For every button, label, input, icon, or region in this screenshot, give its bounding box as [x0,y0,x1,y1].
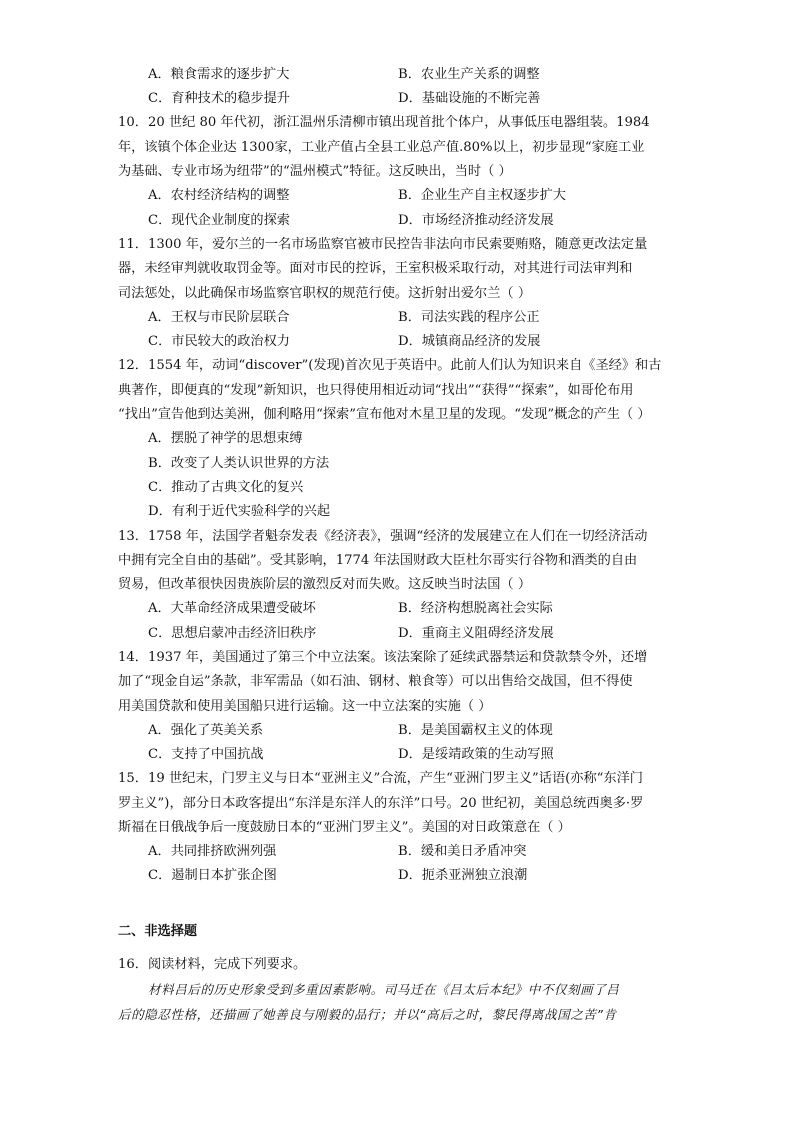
q12-stem-line: 12．1554 年，动词“discover”(发现)首次见于英语中。此前人们认为知识来自《圣经》和古 [118,358,662,373]
q13-option-c: C．思想启蒙冲击经济旧秩序 [148,626,317,641]
q13-option-b: B．经济构想脱离社会实际 [398,601,553,616]
q11-option-c: C．市民较大的政治权力 [148,334,290,349]
q11-option-d: D．城镇商品经济的发展 [398,334,541,349]
q14-stem-line: 14．1937 年，美国通过了第三个中立法案。该法案除了延续武器禁运和贷款禁令外，还增 [118,650,648,665]
q11-stem-line: 11．1300 年，爱尔兰的一名市场监察官被市民控告非法向市民索要贿赂，随意更改法定量 [118,237,648,252]
q10-stem-line: 年，该镇个体企业达 1300家，工业产值占全县工业总产值.80%以上，初步显现“家庭工业 [118,140,645,155]
q15-stem-line: 罗主义”)，部分日本政客提出“东洋是东洋人的东洋”口号。20 世纪初，美国总统西奥多·罗 [118,796,644,811]
q14-stem-line: 用美国贷款和使用美国船只进行运输。这一中立法案的实施（ ） [118,699,492,714]
q15-option-c: C．遏制日本扩张企图 [148,868,277,883]
q10-option-d: D．市场经济推动经济发展 [398,213,554,228]
q10-stem-line: 为基础、专业市场为纽带”的“温州模式”特征。这反映出，当时（ ） [118,164,512,179]
q10-option-b: B．企业生产自主权逐步扩大 [398,188,566,203]
q13-stem-line: 中拥有完全自由的基础”。受其影响，1774 年法国财政大臣杜尔哥实行谷物和酒类的自由 [118,553,638,568]
q13-option-a: A．大革命经济成果遭受破坏 [148,601,316,616]
q14-option-c: C．支持了中国抗战 [148,747,264,762]
q9-option-b: B．农业生产关系的调整 [398,67,540,82]
q12-stem-line: “找出”宣告他到达美洲，伽利略用“探索”宣布他对木星卫星的发现。“发现”概念的产生（ ） [118,407,651,422]
q12-option-d: D．有利于近代实验科学的兴起 [148,504,331,519]
q15-option-a: A．共同排挤欧洲列强 [148,844,277,859]
q13-stem-line: 13．1758 年，法国学者魁奈发表《经济表》，强调“经济的发展建立在人们在一切经济活动 [118,529,648,544]
q14-option-b: B．是美国霸权主义的体现 [398,723,553,738]
q12-option-a: A．摆脱了神学的思想束缚 [148,431,303,446]
q11-stem-line: 司法惩处，以此确保市场监察官职权的规范行使。这折射出爱尔兰（ ） [118,286,532,301]
q9-option-a: A．粮食需求的逐步扩大 [148,67,290,82]
q15-stem-line: 15．19 世纪末，门罗主义与日本“亚洲主义”合流，产生“亚洲门罗主义”话语(亦称“东洋门 [118,771,643,786]
q12-option-c: C．推动了古典文化的复兴 [148,480,304,495]
q10-option-c: C．现代企业制度的探索 [148,213,290,228]
q15-option-d: D．扼杀亚洲独立浪潮 [398,868,528,883]
q12-option-b: B．改变了人类认识世界的方法 [148,456,330,471]
q12-stem-line: 典著作，即便真的“发现”新知识，也只得使用相近动词“找出”“获得”“探索”，如哥伦布用 [118,383,634,398]
q10-option-a: A．农村经济结构的调整 [148,188,290,203]
q14-option-d: D．是绥靖政策的生动写照 [398,747,554,762]
q10-stem-line: 10．20 世纪 80 年代初，浙江温州乐清柳市镇出现首批个体户，从事低压电器组装。1984 [118,115,650,130]
q15-stem-line: 斯福在日俄战争后一度鼓励日本的“亚洲门罗主义”。美国的对日政策意在（ ） [118,820,571,835]
q14-stem-line: 加了“现金自运”条款，非军需品（如石油、钢材、粮食等）可以出售给交战国，但不得使 [118,674,633,689]
section-heading: 二、非选择题 [118,924,198,939]
q16-material-line: 材料吕后的历史形象受到多重因素影响。司马迁在《吕太后本纪》中不仅刻画了吕 [148,982,620,997]
q9-option-c: C．育种技术的稳步提升 [148,91,290,106]
q11-option-b: B．司法实践的程序公正 [398,310,540,325]
q11-stem-line: 器，未经审判就收取罚金等。面对市民的控诉，王室积极采取行动，对其进行司法审判和 [118,261,633,276]
q15-option-b: B．缓和美日矛盾冲突 [398,844,527,859]
q16-prompt: 16．阅读材料，完成下列要求。 [118,957,307,972]
q14-option-a: A．强化了英美关系 [148,723,264,738]
q13-stem-line: 贸易，但改革很快因贵族阶层的激烈反对而失败。这反映当时法国（ ） [118,577,532,592]
q13-option-d: D．重商主义阻碍经济发展 [398,626,554,641]
q11-option-a: A．王权与市民阶层联合 [148,310,290,325]
q16-material-line: 后的隐忍性格，还描画了她善良与刚毅的品行；并以“高后之时，黎民得离战国之苦”肯 [118,1007,617,1022]
q9-option-d: D．基础设施的不断完善 [398,91,541,106]
